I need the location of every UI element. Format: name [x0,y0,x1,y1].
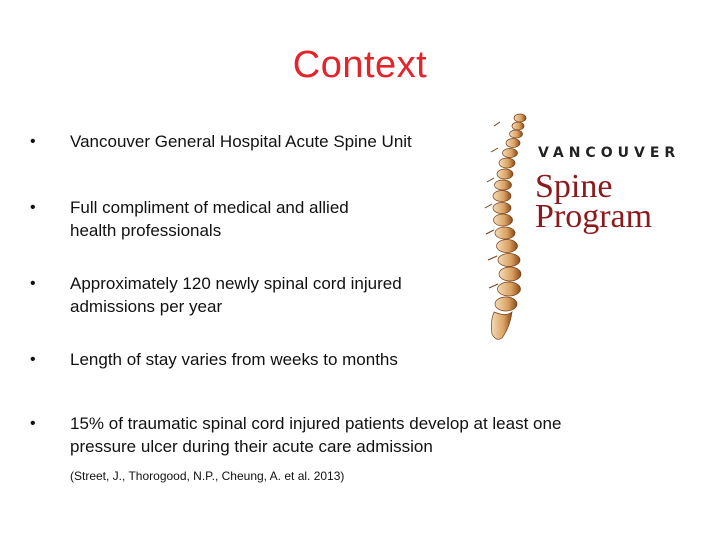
bullet-item [30,272,450,318]
bullet-text: Full compliment of medical and allied health professionals [70,198,349,240]
bullet-text: Vancouver General Hospital Acute Spine Unit [70,132,412,151]
bullet-marker: • [30,351,36,368]
slide-title: Context [292,44,428,86]
bullet-item [30,348,610,371]
bullet-marker: • [30,133,36,150]
vancouver-spine-program-logo [480,112,681,347]
bullet-marker: • [30,199,36,216]
bullet-marker: • [30,415,36,432]
logo-spine-text: Spine [535,168,613,205]
bullet-item [30,412,610,484]
citation: (Street, J., Thorogood, N.P., Cheung, A. et al. 2013) [70,469,345,483]
bullet-text: 15% of traumatic spinal cord injured patients develop at least one pressure ulcer during their acute care admission [70,414,562,456]
bullet-marker: • [30,275,36,292]
bullet-text-group [70,412,610,484]
spine-illustration-icon [480,112,540,347]
bullet-text: Length of stay varies from weeks to months [70,350,398,369]
logo-program-text: Program [535,198,653,235]
bullet-text: Approximately 120 newly spinal cord injured admissions per year [70,274,402,316]
logo-vancouver-text: VANCOUVER [538,145,681,161]
bullet-item [30,196,390,242]
